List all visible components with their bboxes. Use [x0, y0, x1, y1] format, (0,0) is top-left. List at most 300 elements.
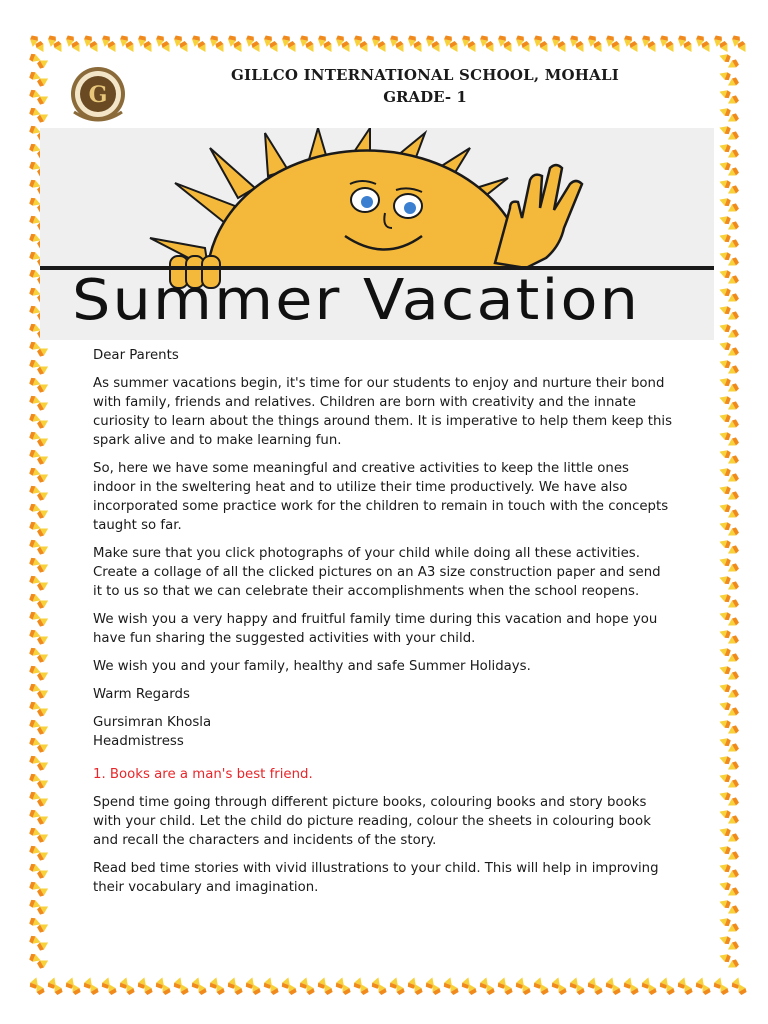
- candy-corn-icon: [605, 976, 616, 989]
- candy-corn-icon: [141, 982, 153, 996]
- candy-corn-icon: [726, 581, 740, 593]
- candy-corn-icon: [718, 484, 731, 495]
- candy-corn-icon: [557, 41, 569, 55]
- candy-corn-icon: [227, 976, 238, 989]
- candy-corn-icon: [718, 376, 731, 387]
- candy-corn-icon: [726, 671, 740, 683]
- candy-corn-icon: [29, 395, 42, 406]
- candy-corn-icon: [321, 982, 333, 996]
- candy-corn-icon: [263, 976, 274, 989]
- candy-corn-icon: [641, 976, 652, 989]
- candy-corn-icon: [735, 982, 747, 996]
- candy-corn-icon: [29, 755, 42, 766]
- candy-corn-icon: [467, 41, 479, 55]
- candy-corn-icon: [37, 813, 51, 825]
- candy-corn-icon: [718, 700, 731, 711]
- letter-paragraph: As summer vacations begin, it's time for our students to enjoy and nurture their bond with family, friends and relatives. Children are born with creativity and the innate curiosity to learn about the things around them. It is imperative to help them keep this spark alive and to make learning fun.: [93, 376, 672, 448]
- candy-corn-icon: [605, 35, 615, 47]
- candy-corn-icon: [65, 976, 76, 989]
- candy-corn-icon: [718, 916, 731, 927]
- candy-corn-icon: [726, 95, 740, 107]
- letter-paragraph: We wish you and your family, healthy and safe Summer Holidays.: [93, 659, 531, 674]
- candy-corn-icon: [718, 52, 731, 63]
- candy-corn-icon: [647, 41, 659, 55]
- candy-corn-icon: [587, 976, 598, 989]
- candy-corn-icon: [83, 35, 93, 47]
- candy-corn-icon: [305, 41, 317, 55]
- candy-corn-icon: [37, 435, 51, 447]
- candy-corn-icon: [37, 111, 51, 123]
- candy-corn-icon: [29, 449, 42, 460]
- candy-corn-icon: [695, 35, 705, 47]
- candy-corn-icon: [609, 982, 621, 996]
- candy-corn-icon: [718, 430, 731, 441]
- candy-corn-icon: [407, 35, 417, 47]
- candy-corn-icon: [29, 485, 42, 496]
- candy-corn-icon: [465, 982, 477, 996]
- candy-corn-icon: [65, 35, 75, 47]
- candy-corn-icon: [726, 869, 740, 881]
- candy-corn-icon: [497, 976, 508, 989]
- candy-corn-icon: [718, 196, 731, 207]
- candy-corn-icon: [285, 982, 297, 996]
- candy-corn-icon: [191, 35, 201, 47]
- candy-corn-icon: [29, 377, 42, 388]
- candy-corn-icon: [29, 575, 42, 586]
- candy-corn-icon: [191, 976, 202, 989]
- candy-corn-icon: [726, 923, 740, 935]
- candy-corn-icon: [37, 705, 51, 717]
- candy-corn-icon: [726, 653, 740, 665]
- candy-corn-icon: [718, 412, 731, 423]
- greeting: Dear Parents: [93, 348, 179, 363]
- candy-corn-icon: [726, 887, 740, 899]
- candy-corn-icon: [37, 759, 51, 771]
- candy-corn-icon: [726, 689, 740, 701]
- candy-corn-icon: [69, 982, 81, 996]
- candy-corn-icon: [718, 160, 731, 171]
- candy-corn-icon: [317, 976, 328, 989]
- candy-corn-icon: [718, 340, 731, 351]
- candy-corn-icon: [718, 952, 731, 963]
- candy-corn-icon: [425, 35, 435, 47]
- candy-corn-icon: [726, 545, 740, 557]
- candy-corn-icon: [718, 880, 731, 891]
- candy-corn-icon: [659, 35, 669, 47]
- candy-corn-icon: [413, 41, 425, 55]
- candy-corn-icon: [123, 982, 135, 996]
- candy-corn-icon: [623, 976, 634, 989]
- candy-corn-icon: [29, 863, 42, 874]
- candy-corn-icon: [726, 851, 740, 863]
- candy-corn-icon: [37, 597, 51, 609]
- candy-corn-icon: [587, 35, 597, 47]
- candy-corn-icon: [29, 539, 42, 550]
- candy-corn-icon: [37, 777, 51, 789]
- candy-corn-icon: [29, 791, 42, 802]
- candy-corn-icon: [29, 881, 42, 892]
- candy-corn-icon: [718, 448, 731, 459]
- candy-corn-icon: [726, 509, 740, 521]
- candy-corn-icon: [537, 982, 549, 996]
- candy-corn-icon: [555, 982, 567, 996]
- candy-corn-icon: [726, 167, 740, 179]
- candy-corn-icon: [718, 124, 731, 135]
- candy-corn-icon: [718, 808, 731, 819]
- candy-corn-icon: [718, 88, 731, 99]
- candy-corn-icon: [726, 401, 740, 413]
- candy-corn-icon: [718, 844, 731, 855]
- candy-corn-icon: [717, 982, 729, 996]
- candy-corn-icon: [575, 41, 587, 55]
- candy-corn-icon: [411, 982, 423, 996]
- candy-corn-icon: [37, 633, 51, 645]
- candy-corn-icon: [231, 982, 243, 996]
- candy-corn-icon: [726, 473, 740, 485]
- candy-corn-icon: [47, 976, 58, 989]
- letter-body: [93, 346, 673, 906]
- candy-corn-icon: [449, 41, 461, 55]
- candy-corn-icon: [718, 538, 731, 549]
- candy-corn-icon: [726, 149, 740, 161]
- candy-corn-icon: [29, 899, 42, 910]
- candy-corn-icon: [389, 976, 400, 989]
- candy-corn-icon: [519, 982, 531, 996]
- candy-corn-icon: [29, 71, 42, 82]
- candy-corn-icon: [573, 982, 585, 996]
- candy-corn-icon: [249, 982, 261, 996]
- candy-corn-icon: [726, 617, 740, 629]
- candy-corn-icon: [53, 41, 65, 55]
- candy-corn-icon: [29, 737, 42, 748]
- candy-corn-icon: [718, 358, 731, 369]
- candy-corn-icon: [37, 849, 51, 861]
- candy-corn-icon: [726, 779, 740, 791]
- candy-corn-icon: [718, 772, 731, 783]
- candy-corn-icon: [263, 35, 273, 47]
- candy-corn-icon: [35, 41, 47, 55]
- candy-corn-icon: [515, 35, 525, 47]
- candy-corn-icon: [515, 976, 526, 989]
- candy-corn-icon: [269, 41, 281, 55]
- candy-corn-icon: [29, 107, 42, 118]
- candy-corn-icon: [299, 35, 309, 47]
- candy-corn-icon: [551, 976, 562, 989]
- candy-corn-icon: [89, 41, 101, 55]
- candy-corn-icon: [37, 921, 51, 933]
- candy-corn-icon: [718, 502, 731, 513]
- candy-corn-icon: [718, 736, 731, 747]
- candy-corn-icon: [718, 862, 731, 873]
- candy-corn-icon: [177, 982, 189, 996]
- candy-corn-icon: [726, 761, 740, 773]
- candy-corn-icon: [665, 41, 677, 55]
- candy-corn-icon: [125, 41, 137, 55]
- candy-corn-icon: [371, 976, 382, 989]
- candy-corn-icon: [431, 41, 443, 55]
- candy-corn-icon: [726, 905, 740, 917]
- candy-corn-icon: [701, 41, 713, 55]
- candy-corn-icon: [137, 976, 148, 989]
- candy-corn-icon: [37, 561, 51, 573]
- candy-corn-icon: [37, 687, 51, 699]
- candy-corn-icon: [726, 59, 740, 71]
- candy-corn-icon: [29, 719, 42, 730]
- candy-corn-icon: [281, 976, 292, 989]
- candy-corn-icon: [119, 976, 130, 989]
- candy-corn-icon: [699, 982, 711, 996]
- candy-corn-icon: [375, 982, 387, 996]
- candy-corn-icon: [726, 833, 740, 845]
- letter-paragraph: Make sure that you click photographs of your child while doing all these activities. Create a collage of all the clicked pictures on an A3 size construction paper and send it to us so that we can celebrate their accomplishments when the school reopens.: [93, 546, 661, 599]
- candy-corn-icon: [339, 982, 351, 996]
- candy-corn-icon: [105, 982, 117, 996]
- candy-corn-icon: [37, 939, 51, 951]
- candy-corn-icon: [37, 903, 51, 915]
- candy-corn-icon: [317, 35, 327, 47]
- candy-corn-icon: [483, 982, 495, 996]
- candy-corn-icon: [695, 976, 706, 989]
- candy-corn-icon: [731, 976, 742, 989]
- candy-corn-icon: [179, 41, 191, 55]
- candy-corn-icon: [357, 982, 369, 996]
- candy-corn-icon: [101, 35, 111, 47]
- candy-corn-icon: [726, 725, 740, 737]
- candy-corn-icon: [195, 982, 207, 996]
- candy-corn-icon: [37, 489, 51, 501]
- candy-corn-icon: [377, 41, 389, 55]
- candy-corn-icon: [479, 35, 489, 47]
- candy-corn-icon: [683, 41, 695, 55]
- candy-corn-icon: [726, 491, 740, 503]
- candy-corn-icon: [726, 383, 740, 395]
- candy-corn-icon: [677, 35, 687, 47]
- candy-corn-icon: [461, 976, 472, 989]
- candy-corn-icon: [281, 35, 291, 47]
- signatory-title: Headmistress: [93, 734, 184, 749]
- candy-corn-icon: [37, 471, 51, 483]
- candy-corn-icon: [718, 592, 731, 603]
- candy-corn-icon: [726, 743, 740, 755]
- candy-corn-icon: [29, 35, 39, 47]
- candy-corn-icon: [37, 831, 51, 843]
- candy-corn-icon: [173, 35, 183, 47]
- candy-corn-icon: [213, 982, 225, 996]
- candy-corn-icon: [726, 77, 740, 89]
- candy-corn-icon: [29, 89, 42, 100]
- candy-corn-icon: [37, 75, 51, 87]
- candy-corn-icon: [29, 827, 42, 838]
- candy-corn-icon: [461, 35, 471, 47]
- candy-corn-icon: [37, 57, 51, 69]
- candy-corn-icon: [29, 467, 42, 478]
- candy-corn-icon: [245, 35, 255, 47]
- section-heading: 1. Books are a man's best friend.: [93, 767, 313, 782]
- candy-corn-icon: [37, 867, 51, 879]
- candy-corn-icon: [137, 35, 147, 47]
- candy-corn-icon: [726, 599, 740, 611]
- candy-corn-icon: [29, 53, 42, 64]
- candy-corn-icon: [726, 113, 740, 125]
- candy-corn-icon: [726, 221, 740, 233]
- candy-corn-icon: [718, 232, 731, 243]
- candy-corn-icon: [29, 503, 42, 514]
- candy-corn-icon: [718, 682, 731, 693]
- candy-corn-icon: [29, 359, 42, 370]
- candy-corn-icon: [37, 543, 51, 555]
- candy-corn-icon: [37, 579, 51, 591]
- candy-corn-icon: [37, 723, 51, 735]
- candy-corn-icon: [726, 941, 740, 953]
- candy-corn-icon: [726, 365, 740, 377]
- candy-corn-icon: [37, 93, 51, 105]
- candy-corn-icon: [718, 898, 731, 909]
- candy-corn-icon: [726, 437, 740, 449]
- candy-corn-icon: [209, 35, 219, 47]
- candy-corn-icon: [569, 976, 580, 989]
- candy-corn-icon: [37, 381, 51, 393]
- candy-corn-icon: [718, 250, 731, 261]
- candy-corn-icon: [33, 982, 45, 996]
- letter-paragraph: So, here we have some meaningful and creative activities to keep the little ones indoor in the sweltering heat and to utilize their time productively. We have also incorporated some practice work for the children to remain in touch with the concepts taught so far.: [93, 461, 669, 533]
- candy-corn-icon: [37, 363, 51, 375]
- candy-corn-icon: [37, 615, 51, 627]
- candy-corn-icon: [29, 935, 42, 946]
- candy-corn-icon: [233, 41, 245, 55]
- candy-corn-icon: [335, 976, 346, 989]
- candy-corn-icon: [726, 635, 740, 647]
- candy-corn-icon: [359, 41, 371, 55]
- candy-corn-icon: [29, 953, 42, 964]
- candy-corn-icon: [29, 647, 42, 658]
- banner-title: Summer Vacation: [72, 268, 641, 333]
- candy-corn-icon: [726, 131, 740, 143]
- candy-corn-icon: [209, 976, 220, 989]
- candy-corn-icon: [718, 106, 731, 117]
- candy-corn-icon: [215, 41, 227, 55]
- candy-corn-icon: [29, 809, 42, 820]
- candy-corn-icon: [663, 982, 675, 996]
- candy-corn-icon: [37, 957, 51, 969]
- candy-corn-icon: [726, 203, 740, 215]
- candy-corn-icon: [303, 982, 315, 996]
- candy-corn-icon: [681, 982, 693, 996]
- candy-corn-icon: [726, 527, 740, 539]
- candy-corn-icon: [677, 976, 688, 989]
- candy-corn-icon: [335, 35, 345, 47]
- candy-corn-icon: [29, 665, 42, 676]
- candy-corn-icon: [659, 976, 670, 989]
- candy-corn-icon: [29, 413, 42, 424]
- candy-corn-icon: [389, 35, 399, 47]
- candy-corn-icon: [611, 41, 623, 55]
- candy-corn-icon: [155, 976, 166, 989]
- candy-corn-icon: [37, 399, 51, 411]
- candy-corn-icon: [29, 701, 42, 712]
- candy-corn-icon: [443, 35, 453, 47]
- candy-corn-icon: [37, 741, 51, 753]
- candy-corn-icon: [37, 453, 51, 465]
- candy-corn-icon: [29, 593, 42, 604]
- signatory-name: Gursimran Khosla: [93, 715, 212, 730]
- candy-corn-icon: [29, 845, 42, 856]
- logo-letter: G: [88, 82, 108, 108]
- candy-corn-icon: [371, 35, 381, 47]
- candy-corn-icon: [521, 41, 533, 55]
- candy-corn-icon: [726, 815, 740, 827]
- candy-corn-icon: [29, 683, 42, 694]
- candy-corn-icon: [51, 982, 63, 996]
- candy-corn-icon: [718, 466, 731, 477]
- candy-corn-icon: [726, 707, 740, 719]
- candy-corn-icon: [641, 35, 651, 47]
- candy-corn-icon: [155, 35, 165, 47]
- candy-corn-icon: [726, 797, 740, 809]
- candy-corn-icon: [503, 41, 515, 55]
- grade-label: GRADE- 1: [383, 88, 467, 106]
- candy-corn-icon: [718, 628, 731, 639]
- candy-corn-icon: [71, 41, 83, 55]
- candy-corn-icon: [718, 826, 731, 837]
- candy-corn-icon: [726, 239, 740, 251]
- candy-corn-icon: [533, 976, 544, 989]
- candy-corn-icon: [393, 982, 405, 996]
- closing: Warm Regards: [93, 687, 190, 702]
- candy-corn-icon: [569, 35, 579, 47]
- candy-corn-icon: [737, 41, 749, 55]
- candy-corn-icon: [726, 563, 740, 575]
- candy-corn-icon: [161, 41, 173, 55]
- candy-corn-icon: [87, 982, 99, 996]
- candy-corn-icon: [718, 394, 731, 405]
- candy-corn-icon: [353, 35, 363, 47]
- candy-corn-icon: [485, 41, 497, 55]
- candy-corn-icon: [443, 976, 454, 989]
- candy-corn-icon: [267, 982, 279, 996]
- candy-corn-icon: [645, 982, 657, 996]
- candy-corn-icon: [726, 185, 740, 197]
- candy-corn-icon: [29, 611, 42, 622]
- candy-corn-icon: [323, 41, 335, 55]
- candy-corn-icon: [37, 651, 51, 663]
- candy-corn-icon: [718, 574, 731, 585]
- candy-corn-icon: [713, 35, 723, 47]
- candy-corn-icon: [533, 35, 543, 47]
- candy-corn-icon: [718, 556, 731, 567]
- candy-corn-icon: [353, 976, 364, 989]
- candy-corn-icon: [83, 976, 94, 989]
- candy-corn-icon: [591, 982, 603, 996]
- candy-corn-icon: [227, 35, 237, 47]
- candy-corn-icon: [143, 41, 155, 55]
- candy-corn-icon: [718, 214, 731, 225]
- candy-corn-icon: [107, 41, 119, 55]
- candy-corn-icon: [718, 790, 731, 801]
- candy-corn-icon: [593, 41, 605, 55]
- candy-corn-icon: [47, 35, 57, 47]
- candy-corn-icon: [718, 646, 731, 657]
- candy-corn-icon: [497, 35, 507, 47]
- candy-corn-icon: [718, 754, 731, 765]
- candy-corn-icon: [101, 976, 112, 989]
- candy-corn-icon: [119, 35, 129, 47]
- candy-corn-icon: [726, 347, 740, 359]
- section-paragraph: Spend time going through different picture books, colouring books and story books with your child. Let the child do picture reading, colour the sheets in colouring book and recall the characters and incidents of the story.: [93, 795, 651, 848]
- candy-corn-icon: [29, 773, 42, 784]
- candy-corn-icon: [37, 885, 51, 897]
- candy-corn-icon: [726, 419, 740, 431]
- candy-corn-icon: [718, 520, 731, 531]
